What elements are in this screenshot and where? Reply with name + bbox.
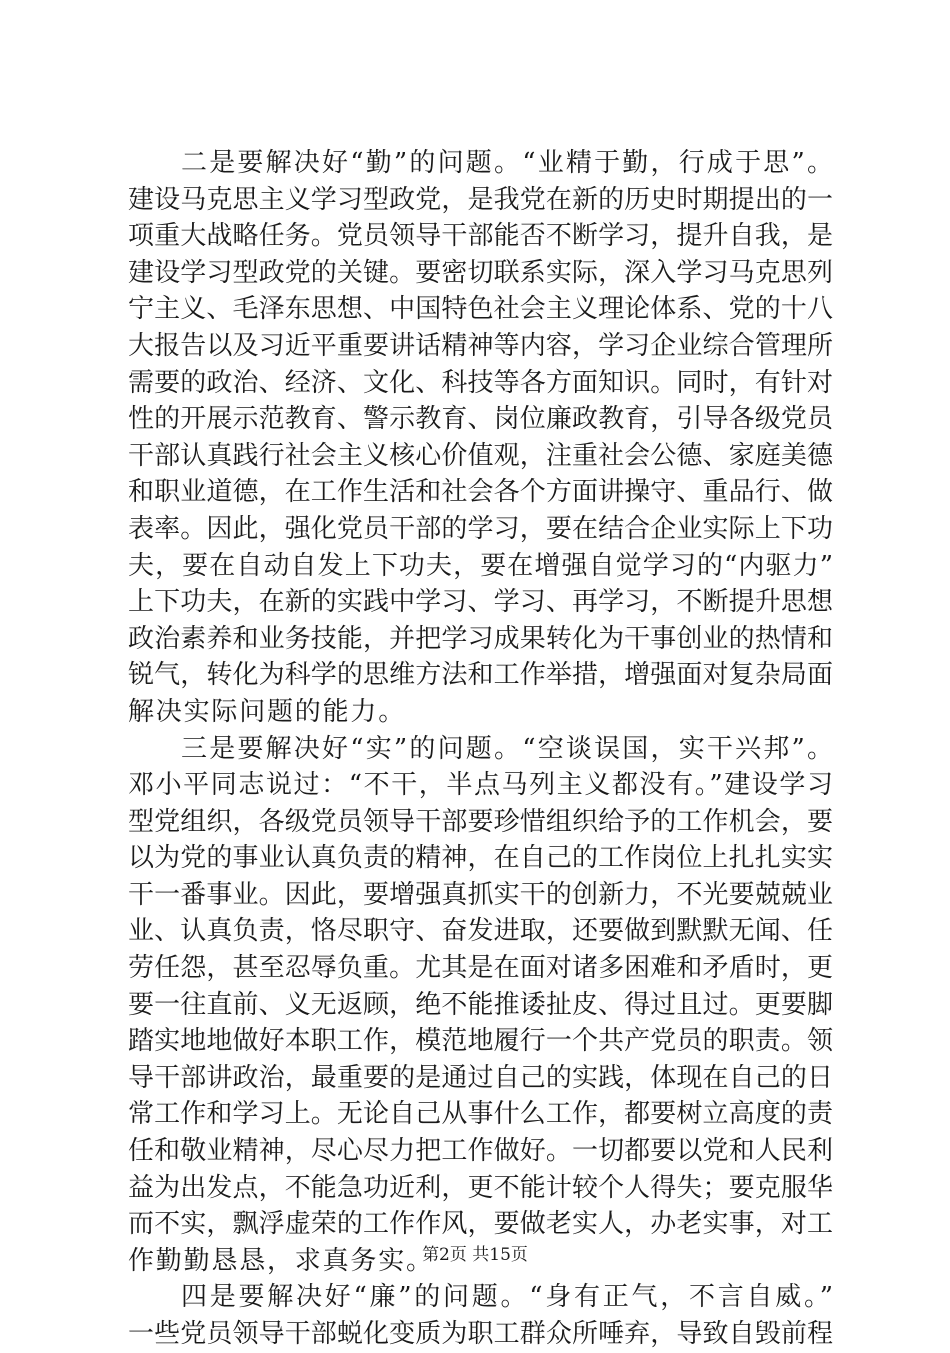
text-line: 一些党员领导干部蜕化变质为职工群众所唾弃，导致自毁前程 — [128, 1319, 833, 1349]
text-line: 宁主义、毛泽东思想、中国特色社会主义理论体系、党的十八 — [128, 294, 833, 325]
text-line: 干部认真践行社会主义核心价值观，注重社会公德、家庭美德 — [128, 440, 833, 471]
text-line: 任和敬业精神，尽心尽力把工作做好。一切都要以党和人民利 — [128, 1136, 833, 1167]
text-line: 政治素养和业务技能，并把学习成果转化为干事创业的热情和 — [128, 623, 833, 654]
text-line: 常工作和学习上。无论自己从事什么工作，都要树立高度的责 — [128, 1099, 833, 1130]
text-line: 邓小平同志说过：“不干，半点马列主义都没有。”建设学习 — [128, 770, 833, 801]
text-line: 性的开展示范教育、警示教育、岗位廉政教育，引导各级党员 — [128, 404, 833, 435]
body-text — [128, 145, 833, 1353]
text-line: 项重大战略任务。党员领导干部能否不断学习，提升自我，是 — [128, 221, 833, 252]
text-line: 表率。因此，强化党员干部的学习，要在结合企业实际上下功 — [128, 513, 833, 544]
text-line: 二是要解决好“勤”的问题。“业精于勤，行成于思”。 — [181, 148, 833, 178]
text-line: 益为出发点，不能急功近利，更不能计较个人得失；要克服华 — [128, 1172, 833, 1203]
text-line: 要一往直前、义无返顾，绝不能推诿扯皮、得过且过。更要脚 — [128, 989, 833, 1020]
text-line: 四是要解决好“廉”的问题。“身有正气，不言自威。” — [181, 1282, 833, 1313]
text-line: 劳任怨，甚至忍辱负重。尤其是在面对诸多困难和矛盾时，更 — [128, 953, 833, 984]
text-line: 大报告以及习近平重要讲话精神等内容，学习企业综合管理所 — [128, 330, 833, 361]
text-line: 三是要解决好“实”的问题。“空谈误国，实干兴邦”。 — [181, 733, 833, 764]
text-line: 导干部讲政治，最重要的是通过自己的实践，体现在自己的日 — [128, 1062, 833, 1093]
text-line: 上下功夫，在新的实践中学习、学习、再学习，不断提升思想 — [128, 587, 833, 618]
text-line: 踏实地地做好本职工作，模范地履行一个共产党员的职责。领 — [128, 1026, 833, 1057]
text-line: 型党组织，各级党员领导干部要珍惜组织给予的工作机会，要 — [128, 806, 833, 837]
page-footer: 第2页 共15页 — [422, 1245, 528, 1265]
text-line: 以为党的事业认真负责的精神，在自己的工作岗位上扎扎实实 — [128, 843, 833, 874]
text-line: 而不实，飘浮虚荣的工作作风，要做老实人，办老实事，对工 — [128, 1209, 833, 1240]
text-line: 业、认真负责，恪尽职守、奋发进取，还要做到默默无闻、任 — [128, 916, 833, 947]
text-line: 和职业道德，在工作生活和社会各个方面讲操守、重品行、做 — [128, 477, 833, 508]
text-line: 干一番事业。因此，要增强真抓实干的创新力，不光要兢兢业 — [128, 879, 833, 910]
text-line: 解决实际问题的能力。 — [128, 696, 407, 727]
text-line: 作勤勤恳恳，求真务实。 — [128, 1245, 434, 1276]
text-line: 夫，要在自动自发上下功夫，要在增强自觉学习的“内驱力” — [128, 550, 833, 581]
text-line: 建设马克思主义学习型政党，是我党在新的历史时期提出的一 — [128, 184, 833, 215]
text-line: 建设学习型政党的关键。要密切联系实际，深入学习马克思列 — [128, 257, 833, 288]
text-line: 锐气，转化为科学的思维方法和工作举措，增强面对复杂局面 — [128, 660, 833, 691]
text-line: 需要的政治、经济、文化、科技等各方面知识。同时，有针对 — [128, 367, 833, 398]
